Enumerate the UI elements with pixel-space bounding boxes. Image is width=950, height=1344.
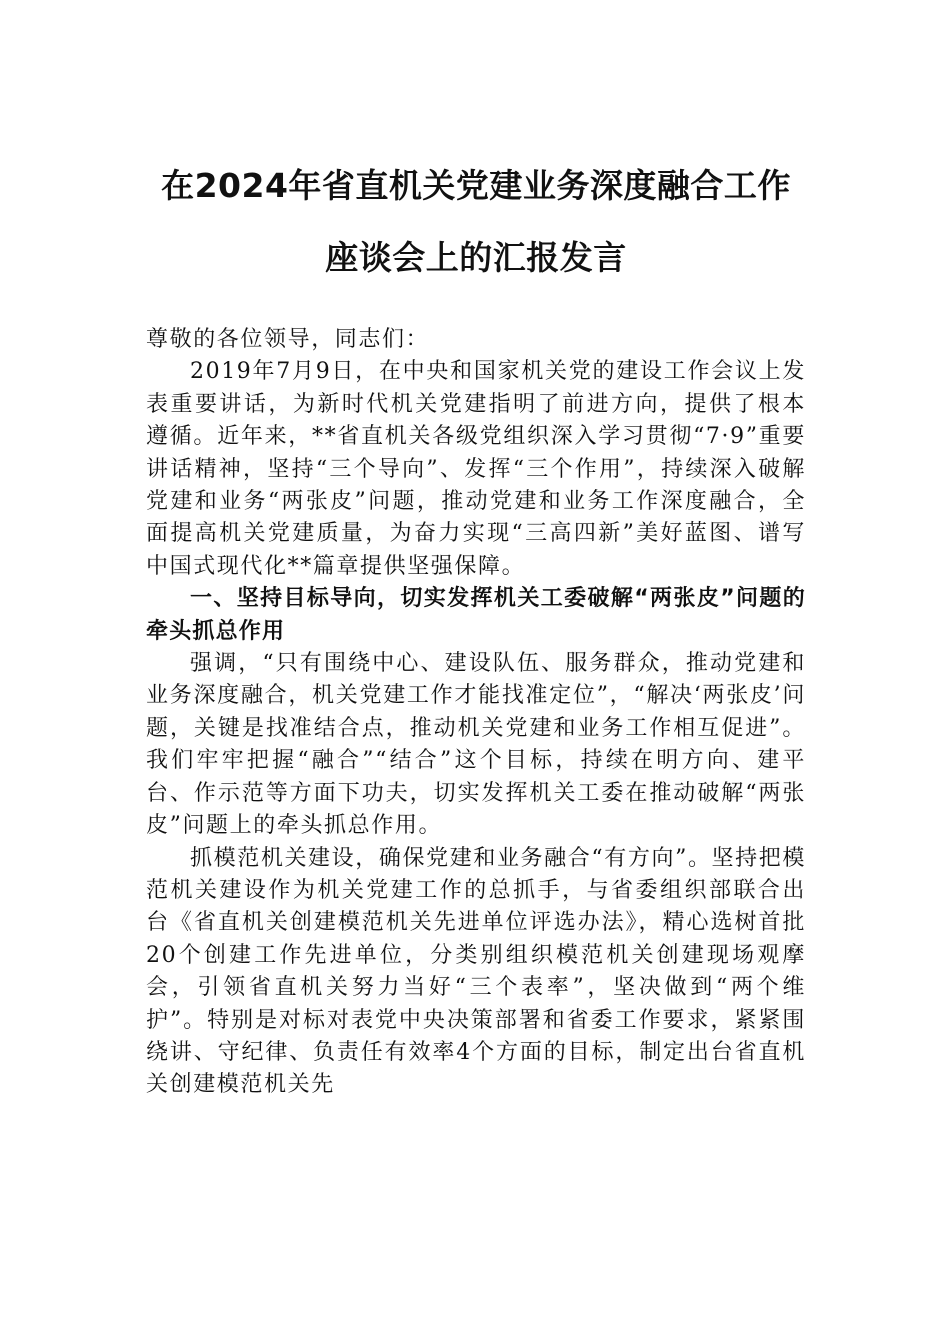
title-line-2: 座谈会上的汇报发言	[325, 238, 627, 277]
document-body	[146, 324, 806, 1102]
salutation: 尊敬的各位领导，同志们：	[146, 327, 430, 352]
section-heading-1: 一、坚持目标导向，切实发挥机关工委破解“两张皮”问题的牵头抓总作用	[146, 586, 806, 644]
document-page	[146, 150, 806, 1102]
paragraph-model-agency: 抓模范机关建设，确保党建和业务融合“有方向”。坚持把模范机关建设作为机关党建工作的总抓手，与省委组织部联合出台《省直机关创建模范机关先进单位评选办法》，精心选树首批20个创建工作先进单位，分类别组织模范机关创建现场观摩会，引领省直机关努力当好“三个表率”，坚决做到“两个维护”。特别是对标对表党中央决策部署和省委工作要求，紧紧围绕讲、守纪律、负责任有效率4个方面的目标，制定出台省直机关创建模范机关先	[146, 845, 806, 1098]
paragraph-intro: 2019年7月9日，在中央和国家机关党的建设工作会议上发表重要讲话，为新时代机关党建指明了前进方向，提供了根本遵循。近年来，**省直机关各级党组织深入学习贯彻“7·9”重要讲话精神，坚持“三个导向”、发挥“三个作用”，持续深入破解党建和业务“两张皮”问题，推动党建和业务工作深度融合，全面提高机关党建质量，为奋力实现“三高四新”美好蓝图、谱写中国式现代化**篇章提供坚强保障。	[146, 359, 806, 579]
title-line-1: 在2024年省直机关党建业务深度融合工作	[161, 166, 791, 205]
paragraph-section-1-lead: 强调，“只有围绕中心、建设队伍、服务群众，推动党建和业务深度融合，机关党建工作才能找准定位”，“解决‘两张皮’问题，关键是找准结合点，推动机关党建和业务工作相互促进”。我们牢牢把握“融合”“结合”这个目标，持续在明方向、建平台、作示范等方面下功夫，切实发挥机关工委在推动破解“两张皮”问题上的牵头抓总作用。	[146, 651, 806, 839]
document-title	[106, 150, 846, 294]
